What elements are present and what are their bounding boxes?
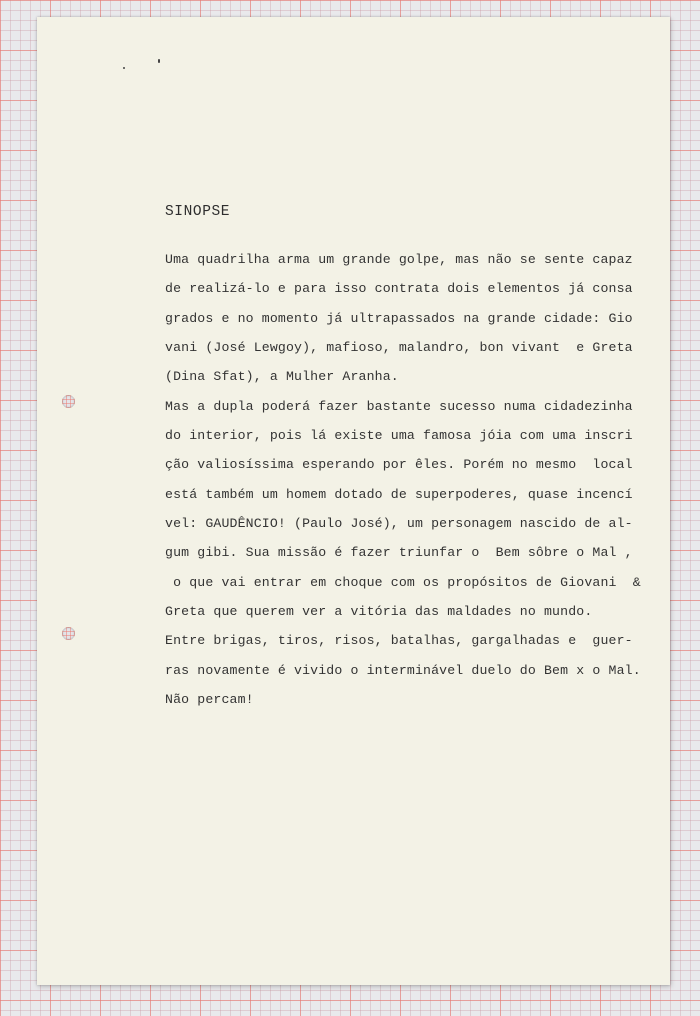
text-line: de realizá-lo e para isso contrata dois elementos já consa bbox=[165, 281, 633, 297]
document-title: SINOPSE bbox=[165, 204, 231, 220]
punch-hole bbox=[62, 395, 75, 408]
synopsis-body bbox=[165, 245, 641, 715]
text-line: o que vai entrar em choque com os propósitos de Giovani & bbox=[165, 574, 641, 590]
text-line: ras novamente é vivido o interminável duelo do Bem x o Mal. bbox=[165, 662, 641, 678]
text-line: Mas a dupla poderá fazer bastante sucesso numa cidadezinha bbox=[165, 398, 633, 414]
text-line: Entre brigas, tiros, risos, batalhas, gargalhadas e guer- bbox=[165, 633, 633, 649]
text-line: ção valiosíssima esperando por êles. Porém no mesmo local bbox=[165, 457, 633, 473]
text-line: (Dina Sfat), a Mulher Aranha. bbox=[165, 369, 399, 385]
text-line: vani (José Lewgoy), mafioso, malandro, bon vivant e Greta bbox=[165, 340, 633, 356]
punch-hole bbox=[62, 627, 75, 640]
text-line: Não percam! bbox=[165, 692, 254, 708]
text-line: grados e no momento já ultrapassados na grande cidade: Gio bbox=[165, 310, 633, 326]
text-line: está também um homem dotado de superpoderes, quase incencí bbox=[165, 486, 633, 502]
document-page bbox=[37, 17, 670, 985]
text-line: gum gibi. Sua missão é fazer triunfar o Bem sôbre o Mal , bbox=[165, 545, 633, 561]
text-line: vel: GAUDÊNCIO! (Paulo José), um personagem nascido de al- bbox=[165, 516, 633, 532]
text-line: do interior, pois lá existe uma famosa jóia com uma inscri bbox=[165, 428, 633, 444]
text-line: Greta que querem ver a vitória das maldades no mundo. bbox=[165, 604, 593, 620]
ink-speck bbox=[158, 59, 160, 63]
ink-speck bbox=[123, 67, 125, 69]
text-line: Uma quadrilha arma um grande golpe, mas não se sente capaz bbox=[165, 252, 633, 267]
